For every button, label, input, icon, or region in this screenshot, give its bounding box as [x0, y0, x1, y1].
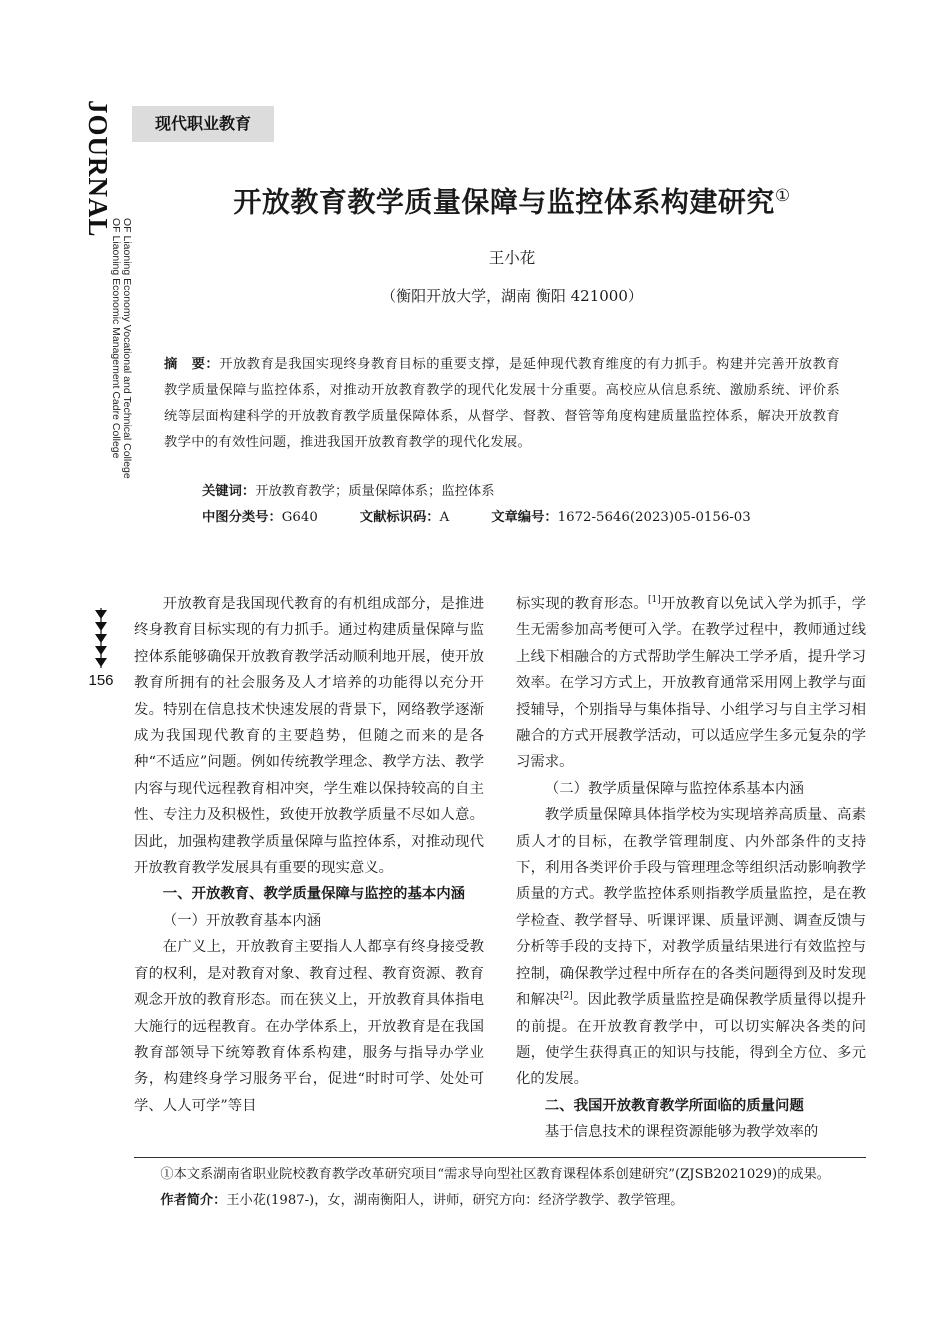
keywords-label: 关键词： [202, 484, 256, 499]
footnote-project: ①本文系湖南省职业院校教育教学改革研究项目“需求导向型社区教育课程体系创建研究”(ZJSB2021029)的成果。 [160, 1167, 830, 1182]
author-name: 王小花 [488, 249, 536, 267]
paragraph: 基于信息技术的课程资源能够为教学效率的 [544, 1124, 819, 1141]
section-heading-2: 二、我国开放教育教学所面临的质量问题 [544, 1097, 804, 1114]
paragraph-text: 标实现的教育形态。 [516, 596, 648, 612]
paragraph: 开放教育是我国现代教育的有机组成部分，是推进终身教育目标实现的有力抓手。通过构建质量保障与监控体系能够确保开放教育教学活动顺利地开展，使开放教育所拥有的社会服务及人才培养的功能得以充分开发。特别在信息技术快速发展的背景下，网络教学逐渐成为我国现代教育的主要趋势，但随之而来的是各种“不适应”问题。例如传统教学理念、教学方法、教学内容与现代远程教育相冲突，学生难以保持较高的自主性、专注力及积极性，致使开放教学质量不尽如人意。因此，加强构建教学质量保障与监控体系，对推动现代开放教育教学发展具有重要的现实意义。 [134, 596, 484, 877]
author-bio-text: 王小花(1987-)，女，湖南衡阳人，讲师，研究方向：经济学教学、教学管理。 [226, 1193, 684, 1208]
footnote-divider [134, 1157, 866, 1158]
clc-value: G640 [281, 510, 318, 525]
author-affiliation: （衡阳开放大学，湖南 衡阳 421000） [381, 287, 643, 305]
column-tag: 现代职业教育 [132, 106, 274, 142]
author-bio-label: 作者简介： [160, 1193, 227, 1208]
article-no-value: 1672-5646(2023)05-0156-03 [557, 510, 751, 525]
title-footnote-mark: ① [774, 186, 791, 206]
paragraph-text: 教学质量保障具体指学校为实现培养高质量、高素质人才的目标，在教学管理制度、内外部条件的支持下，利用各类评价手段与管理理念等组织活动影响教学质量的方式。教学监控体系则指教学质量监控，是在教学检查、教学督导、听课评课、质量评测、调查反馈与分析等手段的支持下，对教学质量结果进行有效监控与控制，确保教学过程中所存在的各类问题得到及时发现和解决 [516, 807, 866, 1009]
abstract-label: 摘 要： [164, 357, 220, 372]
section-heading-1: 一、开放教育、教学质量保障与监控的基本内涵 [162, 886, 466, 903]
paragraph [516, 591, 866, 776]
article-title-text: 开放教育教学质量保障与监控体系构建研究 [233, 185, 775, 219]
citation-1: [1] [647, 595, 661, 605]
paragraph [516, 802, 866, 1092]
abstract-text: 开放教育是我国实现终身教育目标的重要支撑，是延伸现代教育维度的有力抓手。构建并完善开放教育教学质量保障与监控体系，对推动开放教育教学的现代化发展十分重要。高校应从信息系统、激励系统、评价系统等层面构建科学的开放教育教学质量保障体系，从督学、督教、督管等角度构建质量监控体系，解决开放教育教学中的有效性问题，推进我国开放教育教学的现代化发展。 [164, 357, 840, 450]
page-number: 156 [88, 672, 114, 689]
abstract [164, 352, 840, 456]
subsection-heading-1-1: （一）开放教育基本内涵 [162, 912, 322, 929]
article-no-label: 文章编号： [491, 510, 558, 525]
paragraph-text: 。因此教学质量监控是确保教学质量得以提升的前提。在开放教育教学中，可以切实解决各类的问题，使学生获得真正的知识与技能，得到全方位、多元化的发展。 [516, 992, 866, 1088]
doc-code-value: A [439, 510, 450, 525]
body-left-column [134, 591, 484, 1119]
journal-spine-sub-1: OF Liaoning Economy Vocational and Technical College [121, 218, 133, 479]
clc-label: 中图分类号： [202, 510, 282, 525]
body-right-column [516, 591, 866, 1146]
author-bio [134, 1188, 866, 1214]
subsection-heading-1-2: （二）教学质量保障与监控体系基本内涵 [544, 780, 804, 797]
journal-spine-subtitle [110, 218, 132, 479]
keywords-text: 开放教育教学；质量保障体系；监控体系 [255, 484, 495, 499]
citation-2: [2] [560, 991, 573, 1002]
classification-line [202, 505, 842, 531]
article-title [132, 176, 892, 222]
journal-spine-sub-2: OF Liaoning Economic Management Cadre College [110, 218, 122, 459]
journal-spine-title: JOURNAL [83, 100, 113, 238]
doc-code-label: 文献标识码： [359, 510, 440, 525]
page-arrows-icon [91, 608, 111, 670]
keywords-line [202, 479, 842, 505]
paragraph: 在广义上，开放教育主要指人人都享有终身接受教育的权利，是对教育对象、教育过程、教育资源、教育观念开放的教育形态。而在狭义上，开放教育具体指电大施行的远程教育。在办学体系上，开放教育是在我国教育部领导下统筹教育体系构建，服务与指导办学业务，构建终身学习服务平台，促进“时时可学、处处可学、人人可学”等目 [134, 939, 484, 1114]
paragraph-text: 开放教育以免试入学为抓手，学生无需参加高考便可入学。在教学过程中，教师通过线上线下相融合的方式帮助学生解决工学矛盾，提升学习效率。在学习方式上，开放教育通常采用网上教学与面授辅导，个别指导与集体指导、小组学习与自主学习相融合的方式开展教学活动，可以适应学生多元复杂的学习需求。 [516, 596, 866, 771]
footnotes [134, 1162, 866, 1214]
